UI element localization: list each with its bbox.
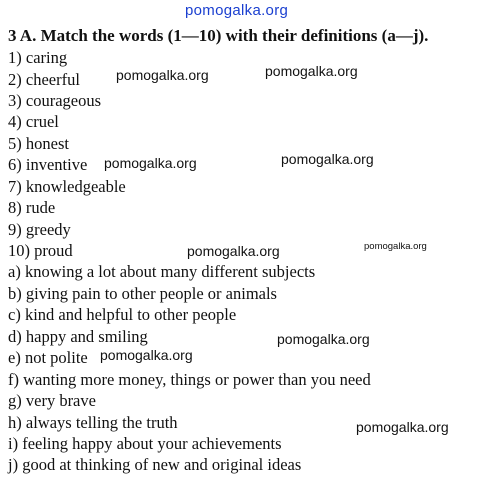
definition-item: i) feeling happy about your achievements — [8, 434, 282, 453]
watermark: pomogalka.org — [356, 419, 449, 435]
word-item: 2) cheerful — [8, 70, 80, 89]
word-item: 3) courageous — [8, 91, 102, 110]
definition-item: g) very brave — [8, 391, 96, 410]
definition-item: b) giving pain to other people or animals — [8, 284, 277, 303]
definition-item: c) kind and helpful to other people — [8, 305, 237, 324]
watermark: pomogalka.org — [104, 155, 197, 171]
definition-item: d) happy and smiling — [8, 327, 148, 346]
word-item: 7) knowledgeable — [8, 177, 126, 196]
definition-item: e) not polite — [8, 348, 88, 367]
watermark: pomogalka.org — [100, 347, 193, 363]
header-watermark: pomogalka.org — [185, 2, 289, 19]
definition-item: j) good at thinking of new and original ideas — [8, 455, 302, 474]
definition-item: f) wanting more money, things or power than you need — [8, 370, 371, 389]
word-item: 8) rude — [8, 198, 56, 217]
word-item: 9) greedy — [8, 220, 71, 239]
exercise-title: 3 A. Match the words (1—10) with their definitions (a—j). — [8, 26, 429, 45]
word-item: 5) honest — [8, 134, 69, 153]
word-item: 10) proud — [8, 241, 73, 260]
word-item: 1) caring — [8, 48, 68, 67]
watermark: pomogalka.org — [187, 243, 280, 259]
watermark: pomogalka.org — [277, 331, 370, 347]
watermark: pomogalka.org — [116, 67, 209, 83]
watermark: pomogalka.org — [281, 151, 374, 167]
word-item: 4) cruel — [8, 112, 59, 131]
definition-item: h) always telling the truth — [8, 413, 178, 432]
watermark: pomogalka.org — [265, 63, 358, 79]
definition-item: a) knowing a lot about many different subjects — [8, 262, 316, 281]
word-item: 6) inventive — [8, 155, 88, 174]
watermark: pomogalka.org — [364, 241, 427, 252]
